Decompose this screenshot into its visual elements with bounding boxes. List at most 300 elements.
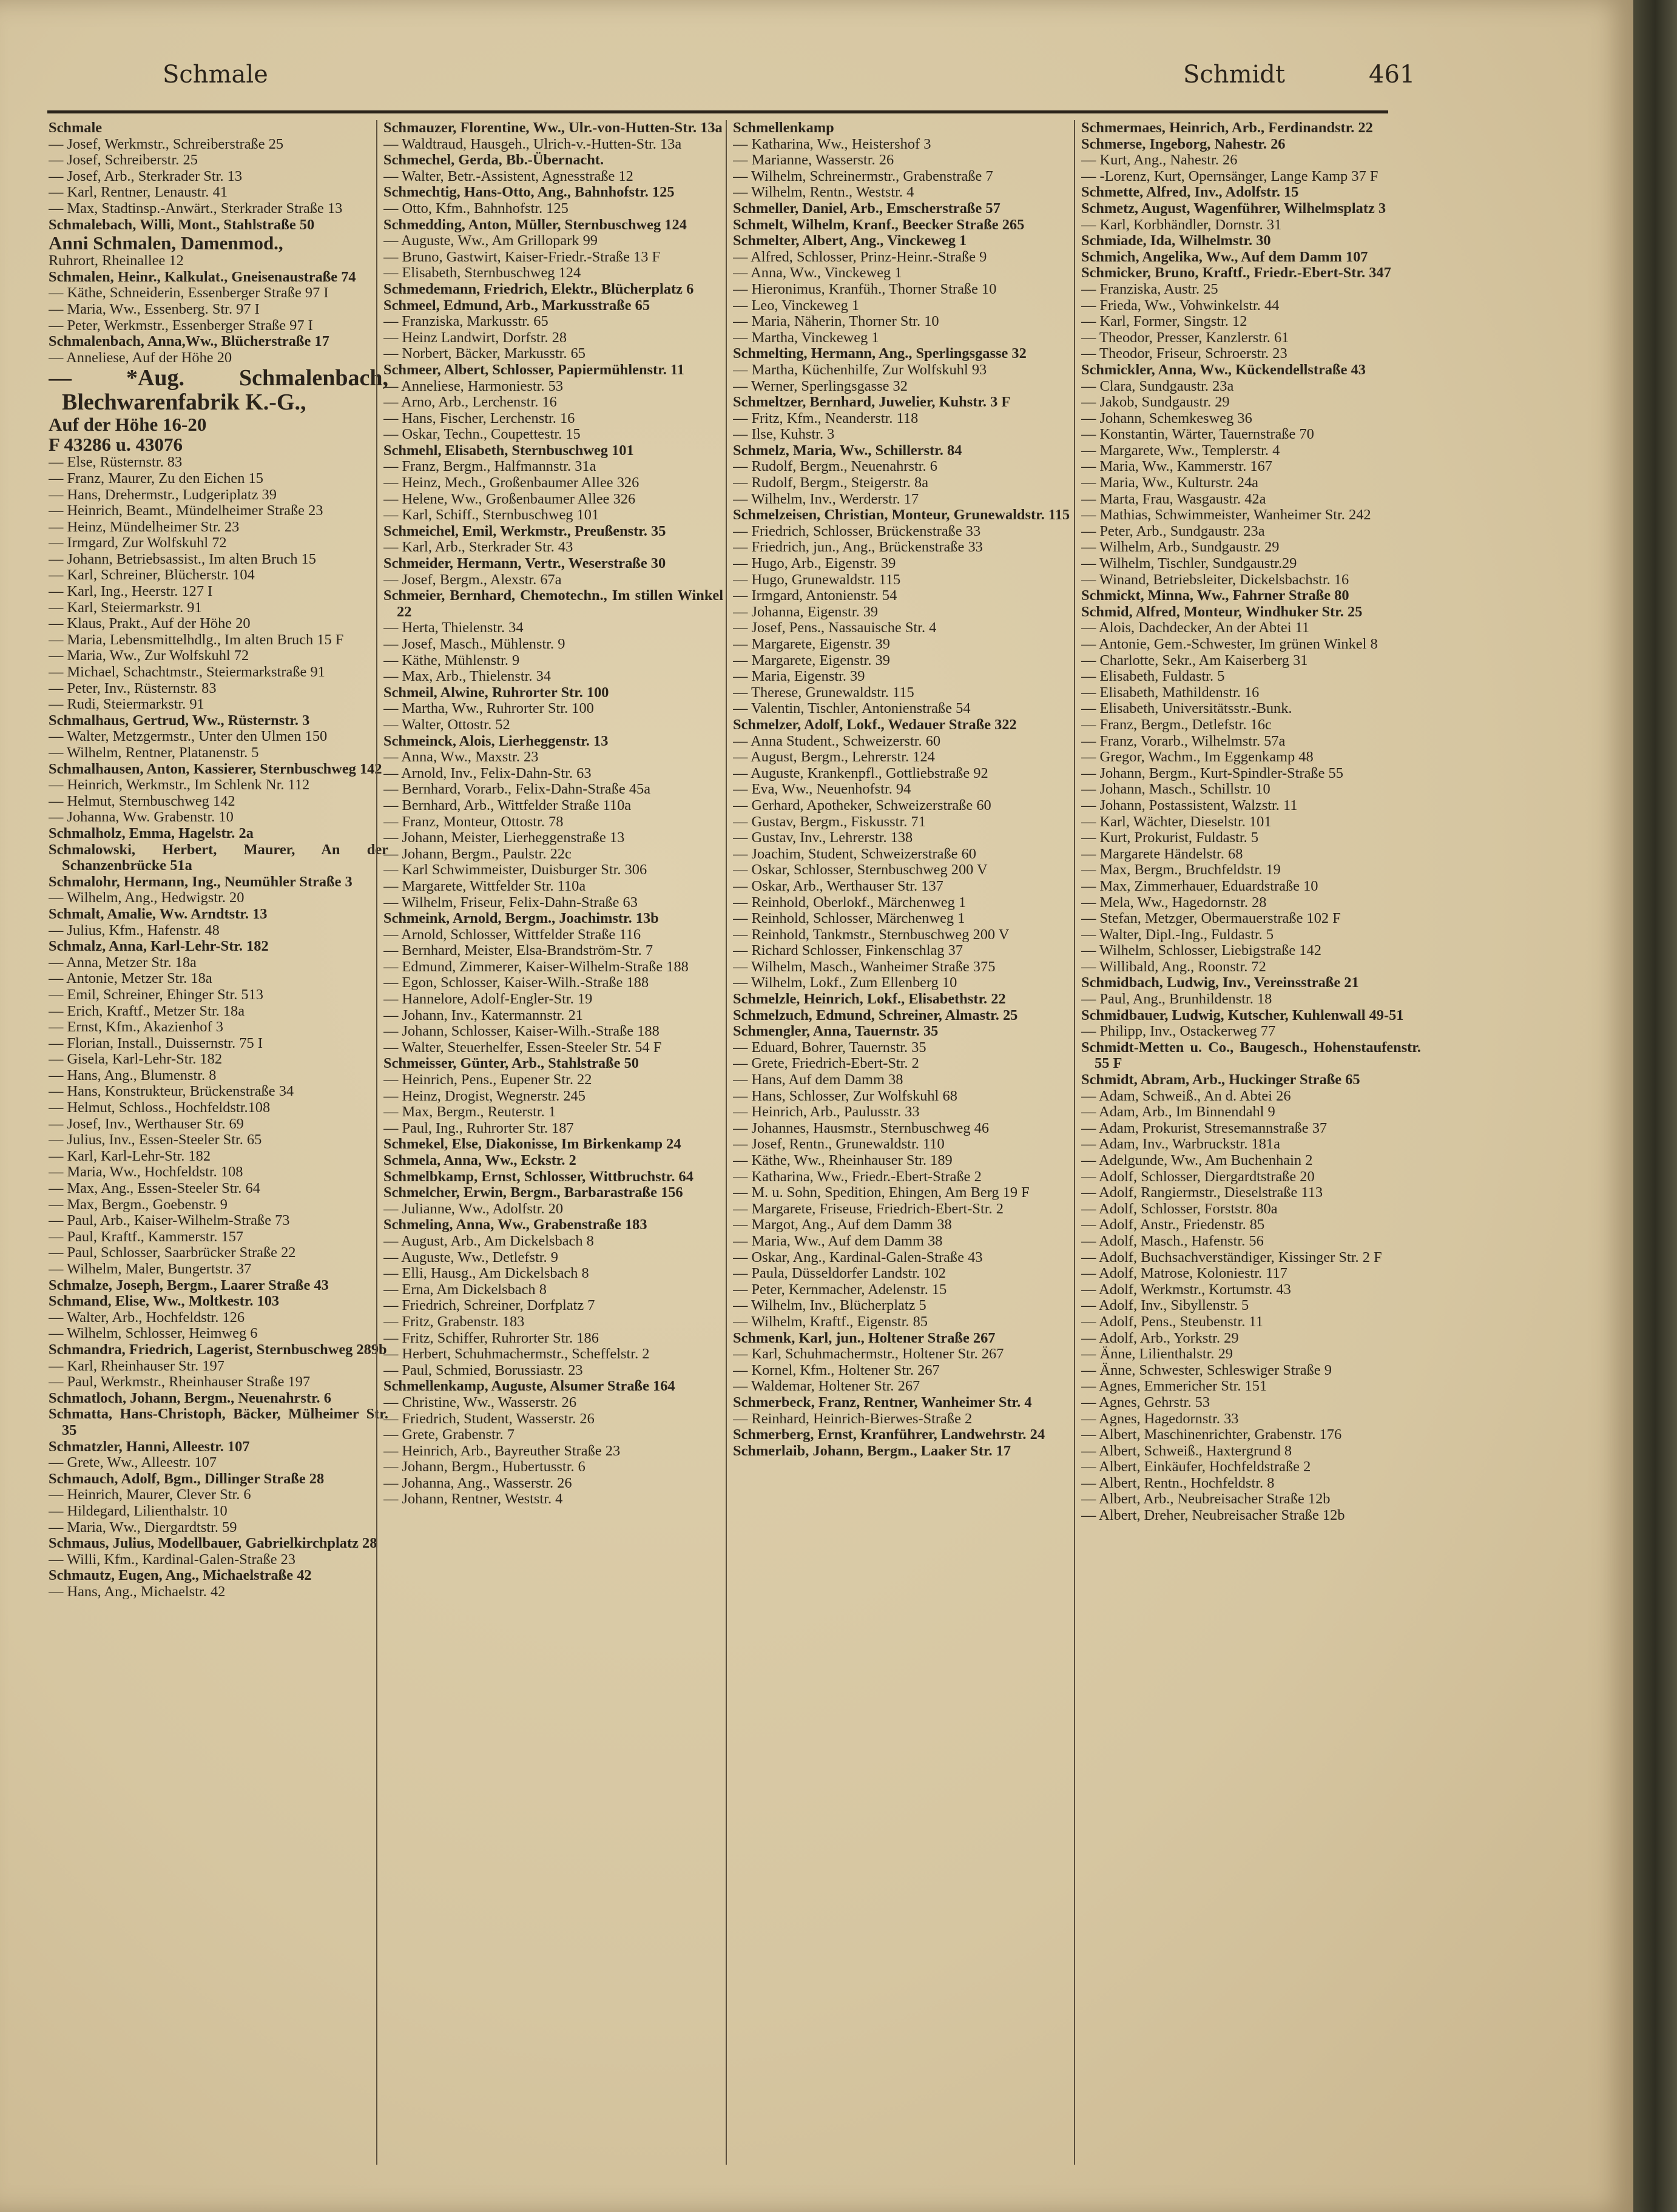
directory-entry: — Otto, Kfm., Bahnhofstr. 125 [383, 200, 569, 217]
directory-entry: — Adolf, Rangiermstr., Dieselstraße 113 [1081, 1184, 1323, 1201]
directory-entry: Schmelz, Maria, Ww., Schillerstr. 84 [733, 442, 962, 459]
column-4 [1081, 120, 1421, 2183]
directory-entry: Schmalowski, Herbert, Maurer, An der Schanzenbrücke 51a [49, 841, 388, 874]
directory-entry: — Agnes, Hagedornstr. 33 [1081, 1410, 1239, 1427]
directory-entry: — Adolf, Schlosser, Diergardtstraße 20 [1081, 1168, 1315, 1185]
directory-entry: Schmerse, Ingeborg, Nahestr. 26 [1081, 135, 1286, 152]
directory-entry: — Hans, Drehermstr., Ludgeriplatz 39 [49, 486, 277, 503]
directory-entry: — Albert, Arb., Neubreisacher Straße 12b [1081, 1491, 1331, 1508]
directory-entry: — Maria, Ww., Auf dem Damm 38 [733, 1232, 943, 1249]
directory-entry: — Hans, Ang., Blumenstr. 8 [49, 1067, 217, 1084]
directory-entry: — Hans, Auf dem Damm 38 [733, 1071, 903, 1088]
directory-entry: — Agnes, Emmericher Str. 151 [1081, 1378, 1267, 1395]
directory-entry: — Margarete, Wittfelder Str. 110a [383, 877, 586, 894]
directory-entry: — Alfred, Schlosser, Prinz-Heinr.-Straße 9 [733, 248, 987, 265]
directory-entry: — Bruno, Gastwirt, Kaiser-Friedr.-Straße 13 F [383, 248, 661, 265]
directory-entry: Auf der Höhe 16-20 [49, 414, 207, 436]
directory-entry: — Rudolf, Bergm., Steigerstr. 8a [733, 474, 929, 491]
directory-entry: — Heinrich, Beamt., Mündelheimer Straße 23 [49, 502, 323, 519]
directory-entry: — Heinz, Mech., Großenbaumer Allee 326 [383, 474, 639, 491]
directory-entry: — Margarete, Eigenstr. 39 [733, 652, 890, 669]
directory-entry: Schmatloch, Johann, Bergm., Neuenahrstr. 6 [49, 1389, 331, 1406]
directory-entry: — Katharina, Ww., Friedr.-Ebert-Straße 2 [733, 1168, 982, 1185]
directory-entry: Schmauzer, Florentine, Ww., Ulr.-von-Hutten-Str. 13a [383, 120, 723, 136]
directory-entry: — Max, Stadtinsp.-Anwärt., Sterkrader Straße 13 [49, 200, 343, 217]
directory-entry: — Johann, Bergm., Kurt-Spindler-Straße 55 [1081, 764, 1343, 781]
directory-entry: — Valentin, Tischler, Antonienstraße 54 [733, 700, 971, 717]
directory-entry: — Maria, Ww., Kulturstr. 24a [1081, 474, 1258, 491]
directory-entry: Schmelt, Wilhelm, Kranf., Beecker Straße 265 [733, 216, 1025, 233]
directory-entry: — Hildegard, Lilienthalstr. 10 [49, 1502, 228, 1519]
directory-entry: — Edmund, Zimmerer, Kaiser-Wilhelm-Straße 188 [383, 958, 689, 975]
directory-entry: — Ilse, Kuhstr. 3 [733, 426, 835, 443]
directory-entry: — -Lorenz, Kurt, Opernsänger, Lange Kamp 37 F [1081, 167, 1378, 184]
directory-entry: Schmeink, Arnold, Bergm., Joachimstr. 13b [383, 910, 659, 927]
directory-entry: — Maria, Ww., Diergardtstr. 59 [49, 1519, 237, 1536]
directory-entry: Schmeil, Alwine, Ruhrorter Str. 100 [383, 684, 609, 701]
directory-entry: — Josef, Inv., Werthauser Str. 69 [49, 1115, 244, 1132]
directory-entry: — Franz, Bergm., Detlefstr. 16c [1081, 716, 1272, 733]
column-3 [733, 120, 1073, 2183]
directory-entry: — Elisabeth, Fuldastr. 5 [1081, 668, 1225, 685]
directory-entry: — Hannelore, Adolf-Engler-Str. 19 [383, 991, 593, 1008]
directory-entry: — Hieronimus, Kranfüh., Thorner Straße 10 [733, 280, 997, 297]
directory-entry: Schmand, Elise, Ww., Moltkestr. 103 [49, 1293, 280, 1310]
directory-entry: Schmeel, Edmund, Arb., Markusstraße 65 [383, 297, 650, 314]
directory-entry: — Frieda, Ww., Vohwinkelstr. 44 [1081, 297, 1280, 314]
directory-entry: — Maria, Lebensmittelhdlg., Im alten Bruch 15 F [49, 631, 344, 648]
directory-entry: — Wilhelm, Rentner, Platanenstr. 5 [49, 744, 259, 761]
directory-entry: — Max, Bergm., Bruchfeldstr. 19 [1081, 862, 1281, 878]
directory-entry: Schmerbeck, Franz, Rentner, Wanheimer Str. 4 [733, 1394, 1032, 1411]
directory-entry: — Grete, Friedrich-Ebert-Str. 2 [733, 1055, 919, 1072]
directory-entry: — Albert, Maschinenrichter, Grabenstr. 176 [1081, 1426, 1342, 1443]
directory-entry: — Martha, Küchenhilfe, Zur Wolfskuhl 93 [733, 361, 987, 378]
directory-entry: — Adolf, Masch., Hafenstr. 56 [1081, 1232, 1264, 1249]
directory-entry: — Kurt, Prokurist, Fuldastr. 5 [1081, 829, 1259, 846]
directory-entry: Schmeichel, Emil, Werkmstr., Preußenstr. 35 [383, 522, 666, 539]
directory-entry: — Marta, Frau, Wasgaustr. 42a [1081, 490, 1266, 507]
directory-entry: — Christine, Ww., Wasserstr. 26 [383, 1394, 577, 1411]
directory-entry: — Karl, Schuhmachermstr., Holtener Str. 267 [733, 1346, 1004, 1363]
directory-entry: — Karl, Steiermarkstr. 91 [49, 599, 202, 616]
directory-entry: — Waldtraud, Hausgeh., Ulrich-v.-Hutten-Str. 13a [383, 135, 682, 152]
directory-entry: Schmalze, Joseph, Bergm., Laarer Straße 43 [49, 1276, 329, 1293]
directory-entry: — Maria, Ww., Hochfeldstr. 108 [49, 1164, 243, 1181]
directory-entry: Schmelzuch, Edmund, Schreiner, Almastr. 25 [733, 1007, 1018, 1023]
directory-entry: — Adam, Prokurist, Stresemannstraße 37 [1081, 1119, 1328, 1136]
directory-entry: — August, Arb., Am Dickelsbach 8 [383, 1232, 594, 1249]
directory-entry: — Johann, Schlosser, Kaiser-Wilh.-Straße 188 [383, 1023, 660, 1040]
directory-entry: — Änne, Lilienthalstr. 29 [1081, 1346, 1233, 1363]
running-header-left: Schmale [163, 61, 268, 89]
directory-entry: Schmellenkamp [733, 120, 834, 136]
directory-entry: — Gustav, Bergm., Fiskusstr. 71 [733, 813, 926, 830]
directory-entry: — Reinhard, Heinrich-Bierwes-Straße 2 [733, 1410, 973, 1427]
directory-entry: Schmelting, Hermann, Ang., Sperlingsgasse 32 [733, 345, 1027, 362]
directory-entry: Schmidt-Metten u. Co., Baugesch., Hohenstaufenstr. 55 F [1081, 1039, 1421, 1072]
directory-entry: — Mela, Ww., Hagedornstr. 28 [1081, 894, 1267, 911]
directory-entry: — Karl Schwimmeister, Duisburger Str. 306 [383, 862, 647, 878]
directory-entry: — Friedrich, jun., Ang., Brückenstraße 33 [733, 539, 983, 556]
directory-entry: — Heinz, Mündelheimer Str. 23 [49, 518, 240, 535]
directory-entry: — Albert, Einkäufer, Hochfeldstraße 2 [1081, 1458, 1311, 1475]
directory-entry: — Antonie, Gem.-Schwester, Im grünen Winkel 8 [1081, 636, 1378, 652]
directory-entry: — Willi, Kfm., Kardinal-Galen-Straße 23 [49, 1551, 296, 1568]
directory-entry: — Margarete Händelstr. 68 [1081, 845, 1243, 862]
directory-entry: — Änne, Schwester, Schleswiger Straße 9 [1081, 1361, 1332, 1378]
directory-entry: — Anna, Ww., Vinckeweg 1 [733, 265, 902, 282]
directory-entry: — Max, Ang., Essen-Steeler Str. 64 [49, 1180, 260, 1197]
directory-entry: Schmellenkamp, Auguste, Alsumer Straße 164 [383, 1378, 675, 1395]
directory-entry: — Walter, Metzgermstr., Unter den Ulmen 150 [49, 728, 328, 745]
directory-entry: F 43286 u. 43076 [49, 434, 183, 456]
directory-entry: Schmedding, Anton, Müller, Sternbuschweg 124 [383, 216, 687, 233]
directory-entry: — Franz, Bergm., Halfmannstr. 31a [383, 458, 596, 475]
directory-entry: — Erich, Kraftf., Metzer Str. 18a [49, 1002, 245, 1019]
directory-entry: — Margot, Ang., Auf dem Damm 38 [733, 1216, 952, 1233]
directory-entry: — Hans, Fischer, Lerchenstr. 16 [383, 410, 575, 427]
directory-entry: Schmandra, Friedrich, Lagerist, Sternbuschweg 289b [49, 1341, 387, 1358]
directory-entry: — Martha, Vinckeweg 1 [733, 329, 879, 346]
directory-entry: — Heinrich, Werkmstr., Im Schlenk Nr. 112 [49, 777, 310, 794]
directory-entry: — Walter, Dipl.-Ing., Fuldastr. 5 [1081, 926, 1274, 943]
directory-entry: — Bernhard, Vorarb., Felix-Dahn-Straße 45a [383, 781, 651, 798]
directory-entry: — Josef, Arb., Sterkrader Str. 13 [49, 167, 243, 184]
directory-entry: — Gerhard, Apotheker, Schweizerstraße 60 [733, 797, 991, 814]
directory-entry: — Auguste, Ww., Am Grillopark 99 [383, 232, 598, 249]
directory-entry: — Charlotte, Sekr., Am Kaiserberg 31 [1081, 652, 1308, 669]
directory-entry: — Reinhold, Schlosser, Märchenweg 1 [733, 910, 965, 927]
directory-entry: — Franziska, Markusstr. 65 [383, 313, 548, 330]
directory-entry: Schmid, Alfred, Monteur, Windhuker Str. 25 [1081, 603, 1363, 620]
directory-entry: — Alois, Dachdecker, An der Abtei 11 [1081, 619, 1310, 636]
directory-entry: — Wilhelm, Kraftf., Eigenstr. 85 [733, 1313, 928, 1330]
directory-entry: Schmalholz, Emma, Hagelstr. 2a [49, 824, 254, 841]
directory-entry: — Friedrich, Schreiner, Dorfplatz 7 [383, 1297, 595, 1314]
directory-entry: Schmidt, Abram, Arb., Huckinger Straße 65 [1081, 1071, 1360, 1088]
directory-entry: — Wilhelm, Rentn., Weststr. 4 [733, 184, 914, 201]
directory-entry: — Herta, Thielenstr. 34 [383, 619, 524, 636]
directory-entry: — Karl, Rentner, Lenaustr. 41 [49, 184, 228, 201]
directory-entry: Schmelcher, Erwin, Bergm., Barbarastraße 156 [383, 1184, 683, 1201]
directory-entry: Schmeier, Bernhard, Chemotechn., Im stillen Winkel 22 [383, 587, 723, 620]
directory-entry: — Herbert, Schuhmachermstr., Scheffelstr. 2 [383, 1346, 650, 1363]
directory-entry: — Stefan, Metzger, Obermauerstraße 102 F [1081, 910, 1341, 927]
directory-entry: Schmalenbach, Anna,Ww., Blücherstraße 17 [49, 333, 329, 350]
header-rule [47, 110, 1388, 113]
directory-entry: Schmelbkamp, Ernst, Schlosser, Wittbruchstr. 64 [383, 1168, 693, 1185]
directory-entry: Schmenk, Karl, jun., Holtener Straße 267 [733, 1329, 996, 1346]
directory-entry: — Florian, Install., Duissernstr. 75 I [49, 1034, 263, 1051]
directory-entry: — Heinrich, Maurer, Clever Str. 6 [49, 1486, 251, 1503]
directory-entry: — Margarete, Friseuse, Friedrich-Ebert-Str. 2 [733, 1200, 1004, 1217]
directory-entry: — Anna, Metzer Str. 18a [49, 954, 197, 971]
page-number: 461 [1369, 61, 1415, 89]
directory-entry: — Werner, Sperlingsgasse 32 [733, 377, 908, 394]
directory-entry: Schmengler, Anna, Tauernstr. 35 [733, 1023, 939, 1040]
directory-entry: — Karl, Former, Singstr. 12 [1081, 313, 1247, 330]
directory-entry: — Willibald, Ang., Roonstr. 72 [1081, 958, 1266, 975]
directory-entry: — Adolf, Matrose, Koloniestr. 117 [1081, 1265, 1287, 1282]
directory-entry: — Oskar, Techn., Coupettestr. 15 [383, 426, 581, 443]
directory-entry: — Norbert, Bäcker, Markusstr. 65 [383, 345, 585, 362]
directory-entry: Schmeltzer, Bernhard, Juwelier, Kuhstr. 3 F [733, 394, 1011, 411]
column-divider [376, 120, 377, 2165]
directory-entry: Schmedemann, Friedrich, Elektr., Blücherplatz 6 [383, 280, 694, 297]
directory-entry: — Fritz, Schiffer, Ruhrorter Str. 186 [383, 1329, 599, 1346]
directory-entry: — Arnold, Inv., Felix-Dahn-Str. 63 [383, 764, 592, 781]
directory-entry: — Wilhelm, Tischler, Sundgaustr.29 [1081, 555, 1297, 572]
directory-entry: — Anna, Ww., Maxstr. 23 [383, 749, 539, 766]
directory-entry: Schmeling, Anna, Ww., Grabenstraße 183 [383, 1216, 647, 1233]
directory-entry: — Elisabeth, Universitätsstr.-Bunk. [1081, 700, 1292, 717]
directory-entry: Schmale [49, 120, 103, 136]
directory-entry: — Jakob, Sundgaustr. 29 [1081, 394, 1230, 411]
directory-entry: Schmalebach, Willi, Mont., Stahlstraße 50 [49, 216, 315, 233]
directory-entry: — Waldemar, Holtener Str. 267 [733, 1378, 920, 1395]
directory-entry: — Helene, Ww., Großenbaumer Allee 326 [383, 490, 636, 507]
directory-entry: — Gustav, Inv., Lehrerstr. 138 [733, 829, 913, 846]
directory-entry: — Martha, Ww., Ruhrorter Str. 100 [383, 700, 594, 717]
directory-entry: — Wilhelm, Ang., Hedwigstr. 20 [49, 889, 245, 906]
directory-entry: Schmelter, Albert, Ang., Vinckeweg 1 [733, 232, 967, 249]
directory-entry: — Gisela, Karl-Lehr-Str. 182 [49, 1051, 223, 1068]
directory-entry: — Paul, Schlosser, Saarbrücker Straße 22 [49, 1244, 296, 1261]
directory-entry: — Max, Bergm., Reuterstr. 1 [383, 1104, 556, 1121]
directory-entry: — Friedrich, Schlosser, Brückenstraße 33 [733, 522, 981, 539]
directory-entry: — Paul, Schmied, Borussiastr. 23 [383, 1361, 583, 1378]
directory-entry: — Franz, Vorarb., Wilhelmstr. 57a [1081, 732, 1286, 749]
directory-entry: — Wilhelm, Inv., Blücherplatz 5 [733, 1297, 926, 1314]
directory-entry: Schmatta, Hans-Christoph, Bäcker, Mülheimer Str. 35 [49, 1406, 388, 1438]
directory-entry: Schmehl, Elisabeth, Sternbuschweg 101 [383, 442, 634, 459]
directory-entry: Schmidbauer, Ludwig, Kutscher, Kuhlenwall 49-51 [1081, 1007, 1404, 1023]
directory-entry: — Adolf, Anstr., Friedenstr. 85 [1081, 1216, 1265, 1233]
directory-entry: Schmetz, August, Wagenführer, Wilhelmsplatz 3 [1081, 200, 1386, 217]
directory-entry: — Margarete, Eigenstr. 39 [733, 636, 890, 652]
directory-entry: Ruhrort, Rheinallee 12 [49, 252, 184, 269]
directory-entry: Schmicker, Bruno, Kraftf., Friedr.-Ebert-Str. 347 [1081, 265, 1391, 282]
column-divider [1074, 120, 1075, 2165]
directory-entry: — Walter, Arb., Hochfeldstr. 126 [49, 1309, 245, 1326]
directory-entry: Schmalohr, Hermann, Ing., Neumühler Straße 3 [49, 873, 353, 890]
directory-entry: — Margarete, Ww., Templerstr. 4 [1081, 442, 1280, 459]
directory-entry: Schmela, Anna, Ww., Eckstr. 2 [383, 1152, 576, 1168]
directory-entry: — Johannes, Hausmstr., Sternbuschweg 46 [733, 1119, 990, 1136]
directory-entry: Schmeinck, Alois, Lierheggenstr. 13 [383, 732, 609, 749]
directory-entry: — Paul, Ing., Ruhrorter Str. 187 [383, 1119, 574, 1136]
directory-entry: — Fritz, Kfm., Neanderstr. 118 [733, 410, 919, 427]
directory-entry: — Elli, Hausg., Am Dickelsbach 8 [383, 1265, 589, 1282]
directory-entry: — Albert, Dreher, Neubreisacher Straße 12b [1081, 1507, 1345, 1524]
directory-entry: — Wilhelm, Friseur, Felix-Dahn-Straße 63 [383, 894, 638, 911]
directory-entry: — Peter, Arb., Sundgaustr. 23a [1081, 522, 1265, 539]
directory-entry: — Heinrich, Pens., Eupener Str. 22 [383, 1071, 592, 1088]
directory-entry: — Wilhelm, Maler, Bungertstr. 37 [49, 1261, 252, 1277]
directory-entry: — Max, Zimmerhauer, Eduardstraße 10 [1081, 877, 1318, 894]
directory-entry: — Grete, Grabenstr. 7 [383, 1426, 515, 1443]
directory-entry: — Adolf, Buchsachverständiger, Kissinger Str. 2 F [1081, 1249, 1382, 1266]
directory-entry: Schmalhaus, Gertrud, Ww., Rüsternstr. 3 [49, 712, 310, 729]
directory-entry: — Wilhelm, Schlosser, Heimweg 6 [49, 1325, 258, 1342]
directory-entry: — Reinhold, Tankmstr., Sternbuschweg 200 V [733, 926, 1010, 943]
directory-entry: — Anneliese, Auf der Höhe 20 [49, 349, 232, 366]
directory-entry: — Paula, Düsseldorfer Landstr. 102 [733, 1265, 946, 1282]
directory-entry: Schmelzle, Heinrich, Lokf., Elisabethstr. 22 [733, 991, 1006, 1008]
directory-entry: — Adam, Arb., Im Binnendahl 9 [1081, 1104, 1275, 1121]
directory-entry: — Adam, Inv., Warbruckstr. 181a [1081, 1136, 1280, 1153]
directory-entry: — Johann, Schemkesweg 36 [1081, 410, 1252, 427]
directory-entry: — Karl, Ing., Heerstr. 127 I [49, 583, 213, 600]
directory-entry: — Adolf, Pens., Steubenstr. 11 [1081, 1313, 1263, 1330]
directory-entry: — Wilhelm, Lokf., Zum Ellenberg 10 [733, 974, 957, 991]
directory-entry: Schmalt, Amalie, Ww. Arndtstr. 13 [49, 905, 268, 922]
directory-entry: — Rudi, Steiermarkstr. 91 [49, 696, 204, 713]
directory-entry: — Paul, Arb., Kaiser-Wilhelm-Straße 73 [49, 1212, 290, 1229]
directory-entry: — Adolf, Inv., Sibyllenstr. 5 [1081, 1297, 1249, 1314]
directory-entry: — Adelgunde, Ww., Am Buchenhain 2 [1081, 1152, 1313, 1168]
directory-entry: — Gregor, Wachm., Im Eggenkamp 48 [1081, 749, 1314, 766]
directory-entry: — Karl, Rheinhauser Str. 197 [49, 1357, 224, 1374]
directory-entry: — Anneliese, Harmoniestr. 53 [383, 377, 564, 394]
directory-entry: Schmelzer, Adolf, Lokf., Wedauer Straße 322 [733, 716, 1017, 733]
directory-entry: — Kornel, Kfm., Holtener Str. 267 [733, 1361, 940, 1378]
directory-entry: Schmaus, Julius, Modellbauer, Gabrielkirchplatz 28 [49, 1535, 377, 1552]
directory-entry: — Franziska, Austr. 25 [1081, 280, 1218, 297]
directory-entry: — Klaus, Prakt., Auf der Höhe 20 [49, 615, 251, 632]
directory-entry: — Mathias, Schwimmeister, Wanheimer Str. 242 [1081, 507, 1371, 524]
directory-entry: — Josef, Rentn., Grunewaldstr. 110 [733, 1136, 945, 1153]
directory-entry: Schmich, Angelika, Ww., Auf dem Damm 107 [1081, 248, 1368, 265]
directory-entry: — Philipp, Inv., Ostackerweg 77 [1081, 1023, 1276, 1040]
directory-entry: — Marianne, Wasserstr. 26 [733, 152, 894, 169]
column-2 [383, 120, 723, 2183]
directory-entry: — Johanna, Eigenstr. 39 [733, 603, 879, 620]
directory-entry: — Heinz, Drogist, Wegnerstr. 245 [383, 1087, 585, 1104]
directory-entry: Schmickler, Anna, Ww., Kückendellstraße 43 [1081, 361, 1366, 378]
directory-entry: Schmeisser, Günter, Arb., Stahlstraße 50 [383, 1055, 639, 1072]
directory-entry: — Friedrich, Student, Wasserstr. 26 [383, 1410, 595, 1427]
directory-entry: — Else, Rüsternstr. 83 [49, 454, 183, 471]
directory-entry: — Walter, Ottostr. 52 [383, 716, 510, 733]
directory-entry: — Therese, Grunewaldstr. 115 [733, 684, 914, 701]
directory-entry: — Johann, Masch., Schillstr. 10 [1081, 781, 1270, 798]
directory-entry: Schmekel, Else, Diakonisse, Im Birkenkamp 24 [383, 1136, 681, 1153]
directory-entry: — Karl, Arb., Sterkrader Str. 43 [383, 539, 573, 556]
directory-entry: — Heinz Landwirt, Dorfstr. 28 [383, 329, 567, 346]
directory-entry: — August, Bergm., Lehrerstr. 124 [733, 749, 935, 766]
directory-entry: — Josef, Pens., Nassauische Str. 4 [733, 619, 937, 636]
directory-entry: — Adolf, Schlosser, Forststr. 80a [1081, 1200, 1278, 1217]
directory-entry: — Maria, Ww., Essenberg. Str. 97 I [49, 300, 260, 317]
directory-entry: Schmeider, Hermann, Vertr., Weserstraße 30 [383, 555, 666, 572]
directory-entry: Schmalhausen, Anton, Kassierer, Sternbuschweg 142 [49, 760, 382, 777]
directory-entry: — Wilhelm, Arb., Sundgaustr. 29 [1081, 539, 1280, 556]
column-divider [726, 120, 727, 2165]
directory-entry: — Adam, Schweiß., An d. Abtei 26 [1081, 1087, 1291, 1104]
directory-entry: — Auguste, Ww., Detlefstr. 9 [383, 1249, 558, 1266]
directory-entry: — Adolf, Arb., Yorkstr. 29 [1081, 1329, 1239, 1346]
directory-entry: — Michael, Schachtmstr., Steiermarkstraße 91 [49, 664, 325, 681]
directory-entry: Schmalen, Heinr., Kalkulat., Gneisenaustraße 74 [49, 268, 356, 285]
directory-entry: — Egon, Schlosser, Kaiser-Wilh.-Straße 188 [383, 974, 649, 991]
directory-entry: — Karl, Korbhändler, Dornstr. 31 [1081, 216, 1282, 233]
directory-entry: — Wilhelm, Schlosser, Liebigstraße 142 [1081, 942, 1321, 959]
directory-entry: — Leo, Vinckeweg 1 [733, 297, 860, 314]
directory-entry: — Karl, Wächter, Dieselstr. 101 [1081, 813, 1272, 830]
directory-entry: Schmeer, Albert, Schlosser, Papiermühlenstr. 11 [383, 361, 684, 378]
directory-entry: — Katharina, Ww., Heistershof 3 [733, 135, 931, 152]
directory-entry: — Erna, Am Dickelsbach 8 [383, 1281, 547, 1298]
directory-entry: — Kurt, Ang., Nahestr. 26 [1081, 152, 1238, 169]
directory-entry: — Hans, Konstrukteur, Brückenstraße 34 [49, 1083, 294, 1100]
directory-entry: Schmerlaib, Johann, Bergm., Laaker Str. 17 [733, 1442, 1011, 1459]
directory-entry: Schmautz, Eugen, Ang., Michaelstraße 42 [49, 1567, 312, 1584]
directory-entry: Schmalz, Anna, Karl-Lehr-Str. 182 [49, 938, 269, 955]
directory-entry: — Winand, Betriebsleiter, Dickelsbachstr. 16 [1081, 571, 1349, 588]
directory-entry: — Irmgard, Antonienstr. 54 [733, 587, 897, 604]
book-spine [1633, 0, 1677, 2212]
directory-entry: — Johanna, Ww. Grabenstr. 10 [49, 809, 234, 826]
directory-entry: Anni Schmalen, Damenmod., [49, 232, 283, 254]
directory-entry: — *Aug. Schmalenbach, Blechwarenfabrik K.-G., [49, 365, 388, 416]
directory-entry: — Johann, Betriebsassist., Im alten Bruch 15 [49, 550, 316, 567]
directory-entry: — Walter, Steuerhelfer, Essen-Steeler Str. 54 F [383, 1039, 662, 1056]
directory-entry: — Adolf, Werkmstr., Kortumstr. 43 [1081, 1281, 1291, 1298]
directory-entry: Schmickt, Minna, Ww., Fahrner Straße 80 [1081, 587, 1349, 604]
directory-entry: — Joachim, Student, Schweizerstraße 60 [733, 845, 976, 862]
directory-entry: — Bernhard, Meister, Elsa-Brandström-Str. 7 [383, 942, 653, 959]
directory-entry: Schmatzler, Hanni, Alleestr. 107 [49, 1438, 250, 1455]
directory-entry: Schmidbach, Ludwig, Inv., Vereinsstraße 21 [1081, 974, 1359, 991]
directory-entry: — Heinrich, Arb., Paulusstr. 33 [733, 1104, 920, 1121]
directory-entry: — Richard Schlosser, Finkenschlag 37 [733, 942, 963, 959]
directory-entry: — Wilhelm, Schreinermstr., Grabenstraße 7 [733, 167, 993, 184]
directory-entry: — Arno, Arb., Lerchenstr. 16 [383, 394, 557, 411]
directory-entry: — Anna Student., Schweizerstr. 60 [733, 732, 941, 749]
directory-entry: — Albert, Schweiß., Haxtergrund 8 [1081, 1442, 1292, 1459]
directory-entry: — Karl, Karl-Lehr-Str. 182 [49, 1147, 211, 1164]
directory-entry: Schmiade, Ida, Wilhelmstr. 30 [1081, 232, 1271, 249]
directory-entry: Schmermaes, Heinrich, Arb., Ferdinandstr. 22 [1081, 120, 1373, 136]
directory-entry: — Heinrich, Arb., Bayreuther Straße 23 [383, 1442, 621, 1459]
directory-entry: — Johann, Rentner, Weststr. 4 [383, 1491, 563, 1508]
directory-entry: Schmechtig, Hans-Otto, Ang., Bahnhofstr. 125 [383, 184, 675, 201]
directory-entry: — Paul, Kraftf., Kammerstr. 157 [49, 1228, 244, 1245]
directory-entry: — Eduard, Bohrer, Tauernstr. 35 [733, 1039, 926, 1056]
directory-entry: — Emil, Schreiner, Ehinger Str. 513 [49, 986, 263, 1003]
directory-entry: — Oskar, Schlosser, Sternbuschweg 200 V [733, 862, 988, 878]
directory-entry: — Oskar, Ang., Kardinal-Galen-Straße 43 [733, 1249, 983, 1266]
directory-entry: — Walter, Betr.-Assistent, Agnesstraße 12 [383, 167, 633, 184]
directory-entry: — Peter, Werkmstr., Essenberger Straße 97 I [49, 317, 313, 334]
directory-entry: Schmauch, Adolf, Bgm., Dillinger Straße 28 [49, 1470, 325, 1487]
directory-entry: — Johann, Inv., Katermannstr. 21 [383, 1007, 583, 1023]
directory-entry: Schmeller, Daniel, Arb., Emscherstraße 57 [733, 200, 1000, 217]
directory-entry: — Josef, Werkmstr., Schreiberstraße 25 [49, 135, 284, 152]
directory-entry: — Fritz, Grabenstr. 183 [383, 1313, 525, 1330]
directory-entry: — Käthe, Mühlenstr. 9 [383, 652, 520, 669]
directory-entry: — Johann, Meister, Lierheggenstraße 13 [383, 829, 625, 846]
directory-entry: — Julius, Inv., Essen-Steeler Str. 65 [49, 1131, 262, 1148]
directory-entry: — Arnold, Schlosser, Wittfelder Straße 116 [383, 926, 641, 943]
directory-entry: — Josef, Masch., Mühlenstr. 9 [383, 636, 565, 652]
directory-entry: — Bernhard, Arb., Wittfelder Straße 110a [383, 797, 632, 814]
directory-entry: — Johann, Postassistent, Walzstr. 11 [1081, 797, 1298, 814]
directory-entry: — Käthe, Ww., Rheinhauser Str. 189 [733, 1152, 953, 1168]
directory-entry: — Helmut, Sternbuschweg 142 [49, 792, 235, 809]
